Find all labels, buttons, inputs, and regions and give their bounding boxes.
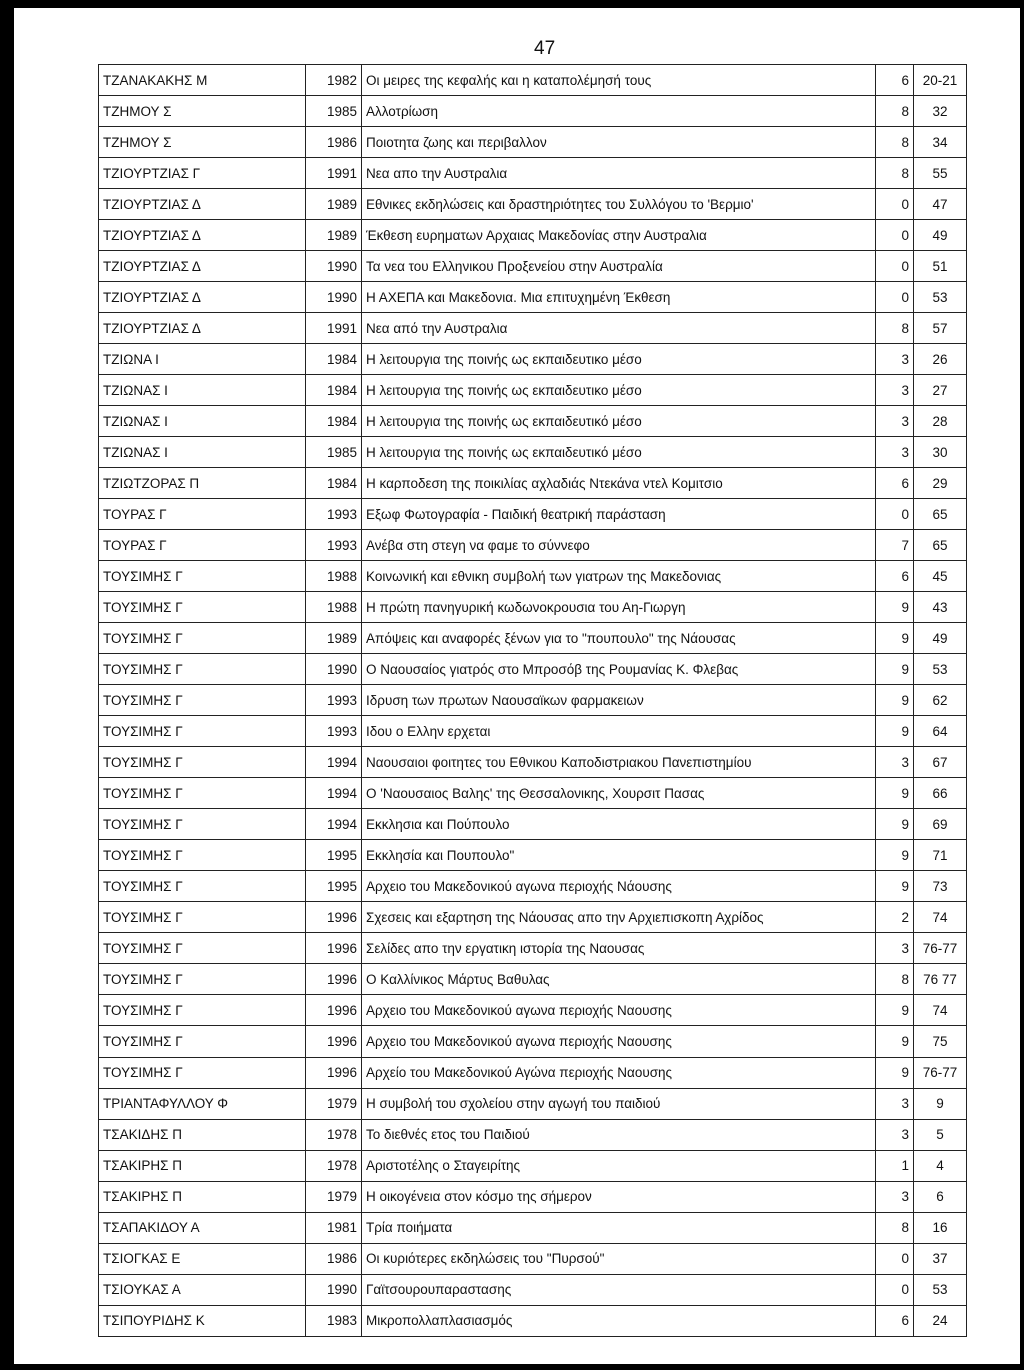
year-cell: 1990	[306, 282, 362, 313]
title-cell: Η λειτουργια της ποινής ως εκπαιδευτικό μέσο	[362, 437, 876, 468]
year-cell: 1993	[306, 499, 362, 530]
author-cell: ΤΟΥΣΙΜΗΣ Γ	[99, 685, 306, 716]
issue-cell: 9	[876, 778, 914, 809]
issue-cell: 8	[876, 127, 914, 158]
year-cell: 1996	[306, 995, 362, 1026]
title-cell: Ο 'Ναουσαιος Βαλης' της Θεσσαλονικης, Χουρσιτ Πασας	[362, 778, 876, 809]
author-cell: ΤΖΙΟΥΡΤΖΙΑΣ Δ	[99, 189, 306, 220]
pages-cell: 32	[914, 96, 967, 127]
year-cell: 1995	[306, 840, 362, 871]
author-cell: ΤΖΙΟΥΡΤΖΙΑΣ Δ	[99, 251, 306, 282]
issue-cell: 6	[876, 561, 914, 592]
year-cell: 1991	[306, 158, 362, 189]
title-cell: Ο Ναουσαίος γιατρός στο Μπροσόβ της Ρουμανίας Κ. Φλεβας	[362, 654, 876, 685]
table-row	[99, 1057, 967, 1088]
title-cell: Η ΑΧΕΠΑ και Μακεδονια. Μια επιτυχημένη Έκθεση	[362, 282, 876, 313]
pages-cell: 74	[914, 995, 967, 1026]
pages-cell: 75	[914, 1026, 967, 1057]
table-row	[99, 344, 967, 375]
table-row	[99, 716, 967, 747]
author-cell: ΤΟΥΣΙΜΗΣ Γ	[99, 592, 306, 623]
author-cell: ΤΟΥΡΑΣ Γ	[99, 499, 306, 530]
year-cell: 1990	[306, 251, 362, 282]
table-row	[99, 561, 967, 592]
table-row	[99, 1119, 967, 1150]
pages-cell: 47	[914, 189, 967, 220]
issue-cell: 3	[876, 437, 914, 468]
author-cell: ΤΣΙΟΓΚΑΣ Ε	[99, 1243, 306, 1274]
pages-cell: 53	[914, 654, 967, 685]
table-row	[99, 158, 967, 189]
issue-cell: 8	[876, 964, 914, 995]
table-row	[99, 220, 967, 251]
title-cell: Ποιοτητα ζωης και περιβαλλον	[362, 127, 876, 158]
table-row	[99, 1181, 967, 1212]
issue-cell: 6	[876, 468, 914, 499]
table-row	[99, 871, 967, 902]
author-cell: ΤΟΥΣΙΜΗΣ Γ	[99, 623, 306, 654]
table-row	[99, 530, 967, 561]
author-cell: ΤΟΥΣΙΜΗΣ Γ	[99, 902, 306, 933]
title-cell: Ιδρυση των πρωτων Ναουσαϊκων φαρμακειων	[362, 685, 876, 716]
year-cell: 1996	[306, 964, 362, 995]
pages-cell: 20-21	[914, 65, 967, 96]
author-cell: ΤΟΥΣΙΜΗΣ Γ	[99, 778, 306, 809]
pages-cell: 6	[914, 1181, 967, 1212]
table-row	[99, 499, 967, 530]
table-row	[99, 592, 967, 623]
year-cell: 1984	[306, 375, 362, 406]
table-row	[99, 313, 967, 344]
author-cell: ΤΖΗΜΟΥ Σ	[99, 96, 306, 127]
table-row	[99, 437, 967, 468]
title-cell: Σελίδες απο την εργατικη ιστορία της Ναουσας	[362, 933, 876, 964]
year-cell: 1991	[306, 313, 362, 344]
title-cell: Αρχειο του Μακεδονικού αγωνα περιοχής Ναουσης	[362, 1026, 876, 1057]
title-cell: Αλλοτρίωση	[362, 96, 876, 127]
issue-cell: 3	[876, 1088, 914, 1119]
table-row	[99, 654, 967, 685]
issue-cell: 3	[876, 1181, 914, 1212]
issue-cell: 9	[876, 592, 914, 623]
pages-cell: 43	[914, 592, 967, 623]
bibliography-table	[98, 64, 967, 1337]
table-row	[99, 809, 967, 840]
year-cell: 1979	[306, 1181, 362, 1212]
title-cell: Ο Καλλίνικος Μάρτυς Βαθυλας	[362, 964, 876, 995]
issue-cell: 3	[876, 747, 914, 778]
author-cell: ΤΟΥΣΙΜΗΣ Γ	[99, 716, 306, 747]
year-cell: 1994	[306, 809, 362, 840]
issue-cell: 9	[876, 685, 914, 716]
author-cell: ΤΟΥΡΑΣ Γ	[99, 530, 306, 561]
table-row	[99, 778, 967, 809]
pages-cell: 53	[914, 1274, 967, 1305]
pages-cell: 4	[914, 1150, 967, 1181]
year-cell: 1989	[306, 220, 362, 251]
issue-cell: 6	[876, 65, 914, 96]
issue-cell: 0	[876, 220, 914, 251]
author-cell: ΤΟΥΣΙΜΗΣ Γ	[99, 561, 306, 592]
pages-cell: 57	[914, 313, 967, 344]
title-cell: Οι κυριότερες εκδηλώσεις του "Πυρσού"	[362, 1243, 876, 1274]
author-cell: ΤΖΑΝΑΚΑΚΗΣ Μ	[99, 65, 306, 96]
table-row	[99, 468, 967, 499]
pages-cell: 51	[914, 251, 967, 282]
pages-cell: 76 77	[914, 964, 967, 995]
author-cell: ΤΟΥΣΙΜΗΣ Γ	[99, 871, 306, 902]
author-cell: ΤΟΥΣΙΜΗΣ Γ	[99, 747, 306, 778]
pages-cell: 65	[914, 530, 967, 561]
pages-cell: 53	[914, 282, 967, 313]
pages-cell: 30	[914, 437, 967, 468]
year-cell: 1988	[306, 561, 362, 592]
title-cell: Οι μειρες της κεφαλής και η καταπολέμησή τους	[362, 65, 876, 96]
author-cell: ΤΣΑΚΙΡΗΣ Π	[99, 1181, 306, 1212]
table-row	[99, 127, 967, 158]
year-cell: 1996	[306, 902, 362, 933]
author-cell: ΤΖΙΩΝΑΣ Ι	[99, 437, 306, 468]
title-cell: Αρχειο του Μακεδονικού αγωνα περιοχής Νάουσης	[362, 871, 876, 902]
author-cell: ΤΖΙΟΥΡΤΖΙΑΣ Γ	[99, 158, 306, 189]
author-cell: ΤΖΗΜΟΥ Σ	[99, 127, 306, 158]
title-cell: Αρχειο του Μακεδονικού αγωνα περιοχής Ναουσης	[362, 995, 876, 1026]
pages-cell: 65	[914, 499, 967, 530]
pages-cell: 64	[914, 716, 967, 747]
issue-cell: 8	[876, 96, 914, 127]
pages-cell: 76-77	[914, 933, 967, 964]
issue-cell: 0	[876, 499, 914, 530]
table-row	[99, 840, 967, 871]
author-cell: ΤΣΙΠΟΥΡΙΔΗΣ Κ	[99, 1305, 306, 1336]
year-cell: 1978	[306, 1119, 362, 1150]
title-cell: Το διεθνές ετος του Παιδιού	[362, 1119, 876, 1150]
pages-cell: 69	[914, 809, 967, 840]
pages-cell: 5	[914, 1119, 967, 1150]
year-cell: 1981	[306, 1212, 362, 1243]
year-cell: 1983	[306, 1305, 362, 1336]
title-cell: Αριστοτέλης ο Σταγειρίτης	[362, 1150, 876, 1181]
title-cell: Μικροπολλαπλασιασμός	[362, 1305, 876, 1336]
pages-cell: 9	[914, 1088, 967, 1119]
year-cell: 1990	[306, 1274, 362, 1305]
author-cell: ΤΟΥΣΙΜΗΣ Γ	[99, 995, 306, 1026]
author-cell: ΤΟΥΣΙΜΗΣ Γ	[99, 964, 306, 995]
pages-cell: 62	[914, 685, 967, 716]
author-cell: ΤΟΥΣΙΜΗΣ Γ	[99, 1057, 306, 1088]
table-row	[99, 623, 967, 654]
table-row	[99, 995, 967, 1026]
author-cell: ΤΟΥΣΙΜΗΣ Γ	[99, 840, 306, 871]
table-row	[99, 933, 967, 964]
table-row	[99, 1274, 967, 1305]
year-cell: 1996	[306, 933, 362, 964]
title-cell: Ανέβα στη στεγη να φαμε το σύννεφο	[362, 530, 876, 561]
title-cell: Εκκλησία και Πουπουλο"	[362, 840, 876, 871]
table-row	[99, 747, 967, 778]
table-row	[99, 375, 967, 406]
title-cell: Νεα απο την Αυστραλια	[362, 158, 876, 189]
pages-cell: 49	[914, 220, 967, 251]
year-cell: 1984	[306, 344, 362, 375]
issue-cell: 9	[876, 840, 914, 871]
issue-cell: 3	[876, 1119, 914, 1150]
pages-cell: 55	[914, 158, 967, 189]
author-cell: ΤΖΙΩΝΑΣ Ι	[99, 375, 306, 406]
year-cell: 1985	[306, 96, 362, 127]
pages-cell: 28	[914, 406, 967, 437]
title-cell: Απόψεις και αναφορές ξένων για το "πουπουλο" της Νάουσας	[362, 623, 876, 654]
table-row	[99, 1305, 967, 1336]
page-number: 47	[534, 38, 556, 59]
issue-cell: 0	[876, 1243, 914, 1274]
title-cell: Αρχείο του Μακεδονικού Αγώνα περιοχής Ναουσης	[362, 1057, 876, 1088]
issue-cell: 9	[876, 1026, 914, 1057]
author-cell: ΤΖΙΩΤΖΟΡΑΣ Π	[99, 468, 306, 499]
table-row	[99, 406, 967, 437]
title-cell: Η λειτουργια της ποινής ως εκπαιδευτικό μέσο	[362, 406, 876, 437]
year-cell: 1989	[306, 623, 362, 654]
issue-cell: 3	[876, 344, 914, 375]
pages-cell: 66	[914, 778, 967, 809]
author-cell: ΤΖΙΟΥΡΤΖΙΑΣ Δ	[99, 220, 306, 251]
year-cell: 1989	[306, 189, 362, 220]
issue-cell: 9	[876, 809, 914, 840]
title-cell: Ιδου ο Ελλην ερχεται	[362, 716, 876, 747]
author-cell: ΤΟΥΣΙΜΗΣ Γ	[99, 1026, 306, 1057]
year-cell: 1979	[306, 1088, 362, 1119]
issue-cell: 9	[876, 1057, 914, 1088]
issue-cell: 8	[876, 313, 914, 344]
issue-cell: 9	[876, 623, 914, 654]
title-cell: Ναουσαιοι φοιτητες του Εθνικου Καποδιστριακου Πανεπιστημίου	[362, 747, 876, 778]
issue-cell: 8	[876, 1212, 914, 1243]
author-cell: ΤΣΑΠΑΚΙΔΟΥ Α	[99, 1212, 306, 1243]
table-row	[99, 189, 967, 220]
title-cell: Εθνικες εκδηλώσεις και δραστηριότητες του Συλλόγου το 'Βερμιο'	[362, 189, 876, 220]
table-row	[99, 964, 967, 995]
pages-cell: 45	[914, 561, 967, 592]
year-cell: 1993	[306, 716, 362, 747]
table-row	[99, 282, 967, 313]
pages-cell: 74	[914, 902, 967, 933]
title-cell: Η συμβολή του σχολείου στην αγωγή του παιδιού	[362, 1088, 876, 1119]
year-cell: 1996	[306, 1057, 362, 1088]
pages-cell: 34	[914, 127, 967, 158]
title-cell: Η λειτουργια της ποινής ως εκπαιδευτικο μέσο	[362, 344, 876, 375]
table-row	[99, 685, 967, 716]
author-cell: ΤΟΥΣΙΜΗΣ Γ	[99, 933, 306, 964]
year-cell: 1982	[306, 65, 362, 96]
issue-cell: 0	[876, 251, 914, 282]
title-cell: Εκκλησια και Πούπουλο	[362, 809, 876, 840]
author-cell: ΤΖΙΟΥΡΤΖΙΑΣ Δ	[99, 282, 306, 313]
author-cell: ΤΣΑΚΙΡΗΣ Π	[99, 1150, 306, 1181]
issue-cell: 3	[876, 406, 914, 437]
title-cell: Η λειτουργια της ποινής ως εκπαιδευτικο μέσο	[362, 375, 876, 406]
author-cell: ΤΖΙΟΥΡΤΖΙΑΣ Δ	[99, 313, 306, 344]
table-row	[99, 1150, 967, 1181]
title-cell: Τα νεα του Ελληνικου Προξενείου στην Αυστραλία	[362, 251, 876, 282]
issue-cell: 7	[876, 530, 914, 561]
pages-cell: 49	[914, 623, 967, 654]
year-cell: 1978	[306, 1150, 362, 1181]
issue-cell: 0	[876, 1274, 914, 1305]
title-cell: Κοινωνική και εθνικη συμβολή των γιατρων της Μακεδονιας	[362, 561, 876, 592]
year-cell: 1993	[306, 685, 362, 716]
title-cell: Γαϊτσουρουπαραστασης	[362, 1274, 876, 1305]
pages-cell: 71	[914, 840, 967, 871]
issue-cell: 0	[876, 189, 914, 220]
title-cell: Εξωφ Φωτογραφία - Παιδική θεατρική παράσταση	[362, 499, 876, 530]
pages-cell: 16	[914, 1212, 967, 1243]
year-cell: 1995	[306, 871, 362, 902]
year-cell: 1994	[306, 747, 362, 778]
author-cell: ΤΟΥΣΙΜΗΣ Γ	[99, 809, 306, 840]
title-cell: Νεα από την Αυστραλια	[362, 313, 876, 344]
table-row	[99, 1243, 967, 1274]
year-cell: 1985	[306, 437, 362, 468]
issue-cell: 9	[876, 716, 914, 747]
author-cell: ΤΖΙΩΝΑΣ Ι	[99, 406, 306, 437]
title-cell: Τρία ποιήματα	[362, 1212, 876, 1243]
title-cell: Η καρποδεση της ποικιλίας αχλαδιάς Ντεκάνα ντελ Κομιτσιο	[362, 468, 876, 499]
pages-cell: 24	[914, 1305, 967, 1336]
year-cell: 1993	[306, 530, 362, 561]
year-cell: 1996	[306, 1026, 362, 1057]
author-cell: ΤΖΙΩΝΑ Ι	[99, 344, 306, 375]
pages-cell: 27	[914, 375, 967, 406]
issue-cell: 9	[876, 871, 914, 902]
pages-cell: 67	[914, 747, 967, 778]
year-cell: 1986	[306, 127, 362, 158]
table-row	[99, 902, 967, 933]
title-cell: Έκθεση ευρηματων Αρχαιας Μακεδονίας στην Αυστραλια	[362, 220, 876, 251]
title-cell: Η οικογένεια στον κόσμο της σήμερον	[362, 1181, 876, 1212]
issue-cell: 8	[876, 158, 914, 189]
issue-cell: 9	[876, 995, 914, 1026]
table-row	[99, 251, 967, 282]
scan-border	[0, 0, 14, 1370]
issue-cell: 1	[876, 1150, 914, 1181]
issue-cell: 3	[876, 933, 914, 964]
year-cell: 1986	[306, 1243, 362, 1274]
year-cell: 1990	[306, 654, 362, 685]
issue-cell: 2	[876, 902, 914, 933]
pages-cell: 26	[914, 344, 967, 375]
pages-cell: 76-77	[914, 1057, 967, 1088]
pages-cell: 73	[914, 871, 967, 902]
pages-cell: 29	[914, 468, 967, 499]
year-cell: 1988	[306, 592, 362, 623]
issue-cell: 0	[876, 282, 914, 313]
table-row	[99, 96, 967, 127]
author-cell: ΤΣΙΟΥΚΑΣ Α	[99, 1274, 306, 1305]
issue-cell: 9	[876, 654, 914, 685]
year-cell: 1984	[306, 468, 362, 499]
title-cell: Η πρώτη πανηγυρική κωδωνοκρουσια του Αη-Γιωργη	[362, 592, 876, 623]
pages-cell: 37	[914, 1243, 967, 1274]
author-cell: ΤΟΥΣΙΜΗΣ Γ	[99, 654, 306, 685]
issue-cell: 3	[876, 375, 914, 406]
author-cell: ΤΣΑΚΙΔΗΣ Π	[99, 1119, 306, 1150]
title-cell: Σχεσεις και εξαρτηση της Νάουσας απο την Αρχιεπισκοπη Αχρίδος	[362, 902, 876, 933]
table-row	[99, 1026, 967, 1057]
issue-cell: 6	[876, 1305, 914, 1336]
table-row	[99, 1088, 967, 1119]
table-row	[99, 1212, 967, 1243]
table-row	[99, 65, 967, 96]
author-cell: ΤΡΙΑΝΤΑΦΥΛΛΟΥ Φ	[99, 1088, 306, 1119]
year-cell: 1994	[306, 778, 362, 809]
year-cell: 1984	[306, 406, 362, 437]
